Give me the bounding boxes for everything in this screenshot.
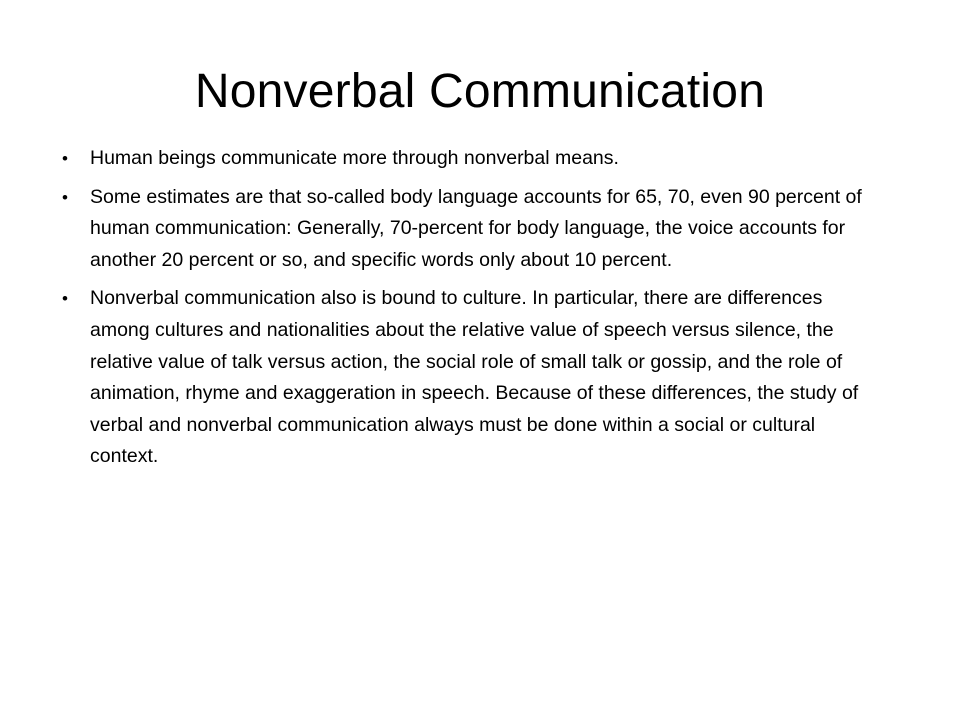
bullet-text: Some estimates are that so-called body language accounts for 65, 70, even 90 percent of human communication: Generally, 70-percent for body language, the voice accounts for another 20 percent or so, and specific words only about 10 percent. — [90, 185, 862, 271]
bullet-list — [48, 143, 868, 480]
bullet-item — [48, 143, 868, 175]
bullet-text: Human beings communicate more through nonverbal means. — [90, 147, 619, 169]
bullet-text: Nonverbal communication also is bound to culture. In particular, there are differences among cultures and nationalities about the relative value of speech versus silence, the relative value of talk versus action, the social role of small talk or gossip, and the role of animation, rhyme and exaggeration in speech. Because of these differences, the study of verbal and nonverbal communication always must be done within a social or cultural context. — [90, 287, 859, 468]
bullet-item — [48, 182, 868, 277]
slide-title: Nonverbal Communication — [194, 65, 766, 118]
bullet-dot-icon: • — [62, 187, 68, 207]
bullet-dot-icon: • — [62, 149, 68, 168]
bullet-dot-icon: • — [62, 289, 68, 309]
bullet-item — [48, 283, 868, 473]
